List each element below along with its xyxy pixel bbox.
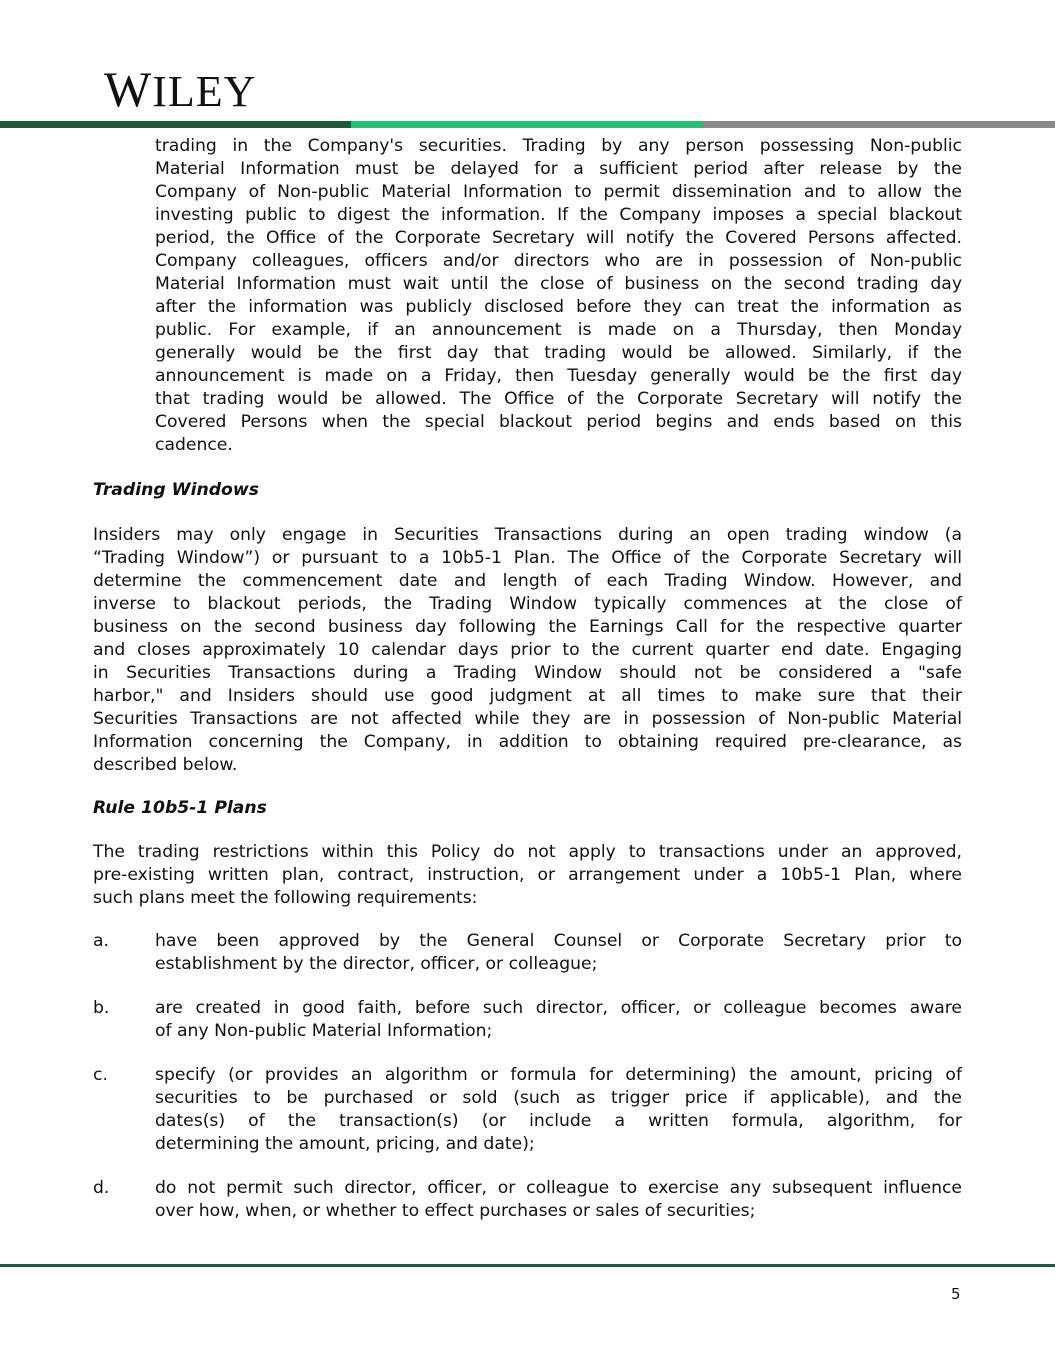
list-item bbox=[93, 997, 962, 1043]
list-marker: b. bbox=[93, 998, 110, 1018]
header-bar-gray bbox=[703, 121, 1055, 128]
text-line: Company of Non-public Material Information to permit dissemination and to allow the bbox=[155, 182, 962, 202]
text-line: business on the second business day following the Earnings Call for the respective quarter bbox=[93, 617, 962, 637]
page-number: 5 bbox=[951, 1285, 961, 1303]
text-line: and closes approximately 10 calendar days prior to the current quarter end date. Engaging bbox=[93, 640, 962, 660]
text-line: harbor," and Insiders should use good judgment at all times to make sure that their bbox=[93, 686, 962, 706]
text-line: pre-existing written plan, contract, instruction, or arrangement under a 10b5-1 Plan, where bbox=[93, 865, 962, 885]
text-line: specify (or provides an algorithm or formula for determining) the amount, pricing of bbox=[155, 1065, 962, 1085]
list-marker: c. bbox=[93, 1065, 108, 1085]
wiley-logo: WILEY bbox=[104, 61, 257, 117]
text-line: of any Non-public Material Information; bbox=[155, 1021, 493, 1041]
header-bar-green bbox=[351, 121, 703, 128]
text-line: such plans meet the following requirements: bbox=[93, 888, 478, 908]
continued-paragraph bbox=[155, 135, 962, 457]
text-line: inverse to blackout periods, the Trading Window typically commences at the close of bbox=[93, 594, 962, 614]
text-line: establishment by the director, officer, or colleague; bbox=[155, 954, 598, 974]
footer-rule bbox=[0, 1264, 1055, 1267]
text-line: generally would be the first day that trading would be allowed. Similarly, if the bbox=[155, 343, 962, 363]
text-line: have been approved by the General Counsel or Corporate Secretary prior to bbox=[155, 931, 962, 951]
text-line: “Trading Window”) or pursuant to a 10b5-1 Plan. The Office of the Corporate Secretary will bbox=[93, 548, 962, 568]
text-line: period, the Office of the Corporate Secretary will notify the Covered Persons affected. bbox=[155, 228, 962, 248]
rule-10b5-1-paragraph bbox=[93, 841, 962, 910]
heading-trading-windows: Trading Windows bbox=[93, 480, 259, 500]
list-marker: d. bbox=[93, 1178, 110, 1198]
text-line: announcement is made on a Friday, then Tuesday generally would be the first day bbox=[155, 366, 962, 386]
list-item-text bbox=[155, 1064, 962, 1156]
text-line: determining the amount, pricing, and date); bbox=[155, 1134, 535, 1154]
text-line: Securities Transactions are not affected while they are in possession of Non-public Material bbox=[93, 709, 962, 729]
text-line: in Securities Transactions during a Trading Window should not be considered a "safe bbox=[93, 663, 962, 683]
text-line: do not permit such director, officer, or colleague to exercise any subsequent influence bbox=[155, 1178, 962, 1198]
text-line: determine the commencement date and length of each Trading Window. However, and bbox=[93, 571, 962, 591]
text-line: Information concerning the Company, in addition to obtaining required pre-clearance, as bbox=[93, 732, 962, 752]
header-bar-dark-green bbox=[0, 121, 351, 128]
list-item-text bbox=[155, 930, 962, 976]
text-line: over how, when, or whether to effect purchases or sales of securities; bbox=[155, 1201, 756, 1221]
trading-windows-paragraph bbox=[93, 524, 962, 777]
list-item bbox=[93, 1177, 962, 1223]
list-item-text bbox=[155, 997, 962, 1043]
text-line: Insiders may only engage in Securities Transactions during an open trading window (a bbox=[93, 525, 962, 545]
text-line: cadence. bbox=[155, 435, 233, 455]
list-item-text bbox=[155, 1177, 962, 1223]
text-line: trading in the Company's securities. Trading by any person possessing Non-public bbox=[155, 136, 962, 156]
list-item bbox=[93, 1064, 962, 1156]
text-line: Material Information must be delayed for a sufficient period after release by the bbox=[155, 159, 962, 179]
heading-rule-10b5-1: Rule 10b5-1 Plans bbox=[93, 798, 267, 818]
list-marker: a. bbox=[93, 931, 109, 951]
text-line: public. For example, if an announcement is made on a Thursday, then Monday bbox=[155, 320, 962, 340]
text-line: are created in good faith, before such director, officer, or colleague becomes aware bbox=[155, 998, 962, 1018]
text-line: securities to be purchased or sold (such as trigger price if applicable), and the bbox=[155, 1088, 962, 1108]
text-line: dates(s) of the transaction(s) (or include a written formula, algorithm, for bbox=[155, 1111, 962, 1131]
text-line: that trading would be allowed. The Office of the Corporate Secretary will notify the bbox=[155, 389, 962, 409]
list-item bbox=[93, 930, 962, 976]
text-line: Material Information must wait until the close of business on the second trading day bbox=[155, 274, 962, 294]
text-line: after the information was publicly disclosed before they can treat the information as bbox=[155, 297, 962, 317]
text-line: Covered Persons when the special blackout period begins and ends based on this bbox=[155, 412, 962, 432]
text-line: Company colleagues, officers and/or directors who are in possession of Non-public bbox=[155, 251, 962, 271]
text-line: described below. bbox=[93, 755, 238, 775]
text-line: The trading restrictions within this Policy do not apply to transactions under an approved, bbox=[93, 842, 962, 862]
text-line: investing public to digest the information. If the Company imposes a special blackout bbox=[155, 205, 962, 225]
